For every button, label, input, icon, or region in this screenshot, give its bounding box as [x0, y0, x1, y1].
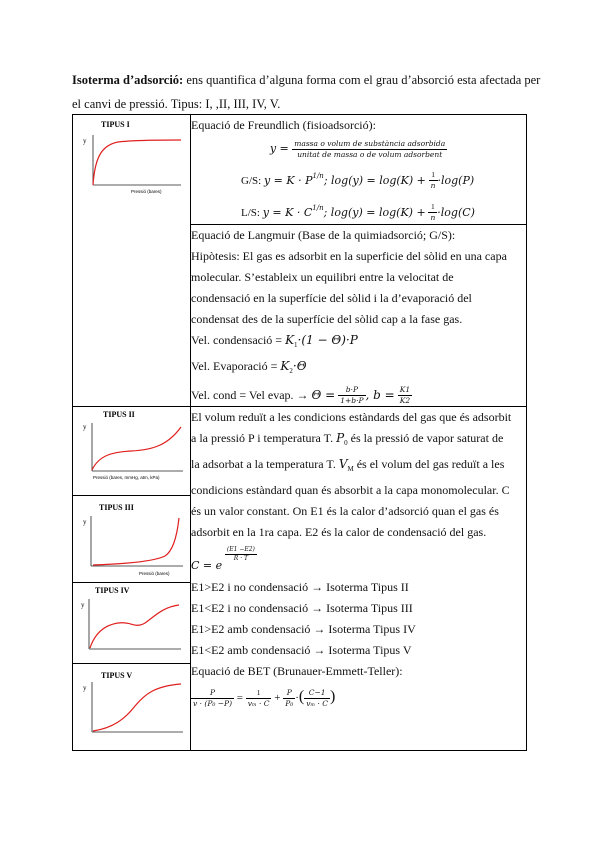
f4-num: C−1: [304, 688, 330, 699]
graph-cell-type-1: [73, 115, 191, 407]
graph-y-label: y: [83, 423, 87, 432]
c-exp-den: R · T: [233, 555, 249, 563]
b-fraction: [398, 385, 412, 406]
ls-eq-c: ·log(C): [437, 205, 475, 219]
bet-title: Equació de BET (Brunauer-Emmett-Teller):: [191, 664, 403, 679]
ls-label: L/S:: [241, 206, 260, 219]
graph-x-label: Pressió (bares): [139, 571, 170, 577]
freundlich-title: Equació de Freundlich (fisioadsorció):: [191, 118, 376, 132]
freundlich-cell: [191, 115, 527, 225]
intro-title: Isoterma d’adsorció:: [72, 73, 184, 87]
f1-den: v · (P₀ −P): [193, 699, 233, 709]
isotherm-curve: [92, 427, 181, 470]
graph-cell-type-3: [73, 496, 191, 583]
langmuir-hyp-2: molecular. S’estableix un equilibri entre la velocitat de: [191, 269, 454, 284]
graph-y-label: y: [83, 518, 87, 527]
graph-x-label: Pressió (bares, mmHg, atm, kPa): [93, 475, 160, 481]
isotherm-curve: [93, 140, 181, 185]
gs-eq-a: y = K · P: [263, 173, 313, 187]
theta-den: 1+b·P: [340, 396, 364, 406]
intro-text-2: el canvi de pressió. Tipus: I, ,II, III, IV, V.: [72, 97, 281, 111]
b-den: K2: [399, 396, 411, 406]
graph-type-4: [73, 583, 190, 663]
k2: K: [280, 358, 290, 373]
theta-fraction: [338, 385, 365, 406]
gs-equation: [191, 162, 526, 192]
frac-one: 1: [428, 202, 437, 213]
gs-exp: 1/n: [312, 171, 324, 180]
bet-line-4: condicions estàndard quan és absorbit a la capa monomolecular. C: [191, 483, 510, 498]
cond-label: Vel. condensació =: [191, 332, 283, 347]
p0: P: [336, 431, 345, 446]
ls-eq-b: ; log(y) = log(K) +: [323, 205, 426, 219]
cond-eq: ·(1 − Θ)·P: [297, 332, 358, 347]
p0-sub: 0: [344, 439, 348, 448]
bet-cell: [191, 407, 527, 751]
bet-l2a: a la pressió P i temperatura T.: [191, 431, 337, 446]
graph-title: TIPUS V: [101, 671, 133, 681]
graph-type-3: [73, 496, 190, 582]
vel-label: Vel. cond = Vel evap. →: [191, 387, 309, 402]
intro-text-1: ens quantifica d’alguna forma com el grau d’absorció esta afectada per: [183, 73, 541, 87]
bet-frac-4: [304, 688, 330, 709]
f3-num: P: [283, 688, 295, 699]
bet-rule-1: E1>E2 i no condensació → Isoterma Tipus II: [191, 580, 409, 595]
k1-sub: 1: [294, 340, 298, 349]
b-eq: , b =: [365, 387, 395, 402]
frac-num: massa o volum de substància adsorbida: [294, 138, 446, 148]
isotherm-curve: [93, 518, 179, 565]
f2-den: vₘ · C: [247, 699, 270, 709]
f1-num: P: [191, 688, 234, 699]
graph-cell-type-5: [73, 664, 191, 751]
bet-eq-sign: =: [236, 692, 243, 705]
vel-condensacio: [191, 330, 526, 356]
gs-label: G/S:: [241, 174, 262, 187]
c-exp-num: (E1 −E2): [226, 546, 255, 554]
theta-equation: [191, 382, 526, 407]
one-over-n: [429, 170, 438, 191]
graph-cell-type-4: [73, 583, 191, 664]
bet-line-1: El volum reduït a les condicions estàndards del gas que és adsorbit: [191, 410, 512, 425]
frac-one: 1: [429, 170, 438, 181]
c-eq: C = e: [191, 559, 223, 573]
bet-rule-3: E1>E2 amb condensació → Isoterma Tipus IV: [191, 622, 416, 637]
bet-frac-2: [246, 688, 272, 709]
k1: K: [285, 332, 295, 347]
isotherm-curve: [93, 684, 181, 731]
bet-frac-1: [191, 688, 234, 709]
ls-equation: [191, 192, 526, 224]
ls-exp: 1/n: [312, 203, 324, 212]
vm: V: [338, 457, 348, 472]
bet-rule-2: E1<E2 i no condensació → Isoterma Tipus III: [191, 601, 413, 616]
graph-cell-type-2: [73, 407, 191, 496]
bet-equation: $\frac{P}{\text{v · (P₀ −P)}}$ = $\frac{1}{\text{vₘ · C}}$ + $\frac{P}{\text{P₀}}$ ·( $\frac{C-1}{\text{vₘ · C}}$ ): [193, 688, 336, 709]
graph-type-1: [73, 115, 190, 215]
bet-dot: ·: [295, 692, 299, 705]
graph-title: TIPUS I: [101, 120, 130, 129]
intro-paragraph: [72, 68, 541, 116]
langmuir-hyp-1: Hipòtesis: El gas es adsorbit en la superficie del sòlid en una capa: [191, 248, 507, 263]
langmuir-hyp-3: condensació en la superfície del sòlid i la d’evaporació del: [191, 290, 472, 305]
evap-eq: ·Θ: [292, 358, 307, 373]
c-equation: [191, 543, 526, 577]
c-exponent: [225, 546, 257, 563]
langmuir-cell: [191, 224, 527, 407]
vm-sub: M: [347, 465, 354, 474]
evap-label: Vel. Evaporació =: [191, 358, 278, 373]
langmuir-hyp-4: condensat des de la superfície del sòlid cap a la fase gas.: [191, 311, 463, 326]
bet-rule-4: E1<E2 amb condensació → Isoterma Tipus V: [191, 643, 412, 658]
frac-den: unitat de massa o de volum adsorbent: [297, 149, 443, 159]
graph-title: TIPUS III: [99, 503, 134, 513]
bet-line-5: és un valor constant. On E1 és la calor d’adsorció quan el gas és: [191, 504, 499, 519]
freundlich-y-equation: [191, 136, 526, 162]
bet-l3b: és el volum del gas reduït a les: [353, 457, 505, 472]
graph-x-label: Pressió (bares): [131, 189, 162, 194]
ls-eq-a: y = K · C: [262, 205, 313, 219]
frac-n: n: [430, 213, 436, 223]
frac-n: n: [430, 181, 436, 191]
f3-den: P₀: [285, 699, 294, 709]
bet-line-3: [191, 454, 526, 480]
theta-num: b·P: [338, 385, 365, 396]
bet-plus: +: [274, 692, 281, 705]
b-num: K1: [399, 385, 411, 395]
intro-line-1: [72, 68, 541, 92]
f4-den: vₘ · C: [306, 699, 328, 709]
f2-num: 1: [246, 688, 272, 699]
freundlich-fraction: [292, 139, 447, 160]
graph-title: TIPUS IV: [95, 586, 130, 596]
vel-evaporacio: [191, 356, 526, 382]
bet-line-6: adsorbit en la 1ra capa. E2 és la calor de condensació del gas.: [191, 525, 487, 540]
gs-eq-c: ·log(P): [437, 173, 475, 187]
graph-title: TIPUS II: [103, 410, 135, 420]
one-over-n: [428, 202, 437, 223]
graph-y-label: y: [83, 684, 87, 693]
bet-frac-3: [283, 688, 295, 709]
bet-l2b: és la pressió de vapor saturat de: [347, 431, 504, 446]
isotherm-table: [72, 114, 527, 751]
bet-l3a: la adsorbat a la temperatura T.: [191, 457, 339, 472]
gs-eq-b: ; log(y) = log(K) +: [323, 173, 426, 187]
graph-type-5: [73, 664, 190, 750]
isotherm-curve: [90, 605, 179, 648]
graph-y-label: y: [81, 601, 85, 610]
y-eq: y =: [269, 142, 289, 155]
theta-eq: Θ =: [311, 387, 336, 402]
bet-line-2: [191, 428, 526, 454]
k2-sub: 2: [289, 366, 293, 375]
graph-y-label: y: [83, 137, 87, 145]
graph-type-2: [73, 407, 190, 493]
langmuir-title: Equació de Langmuir (Base de la quimiadsorció; G/S):: [191, 227, 456, 242]
